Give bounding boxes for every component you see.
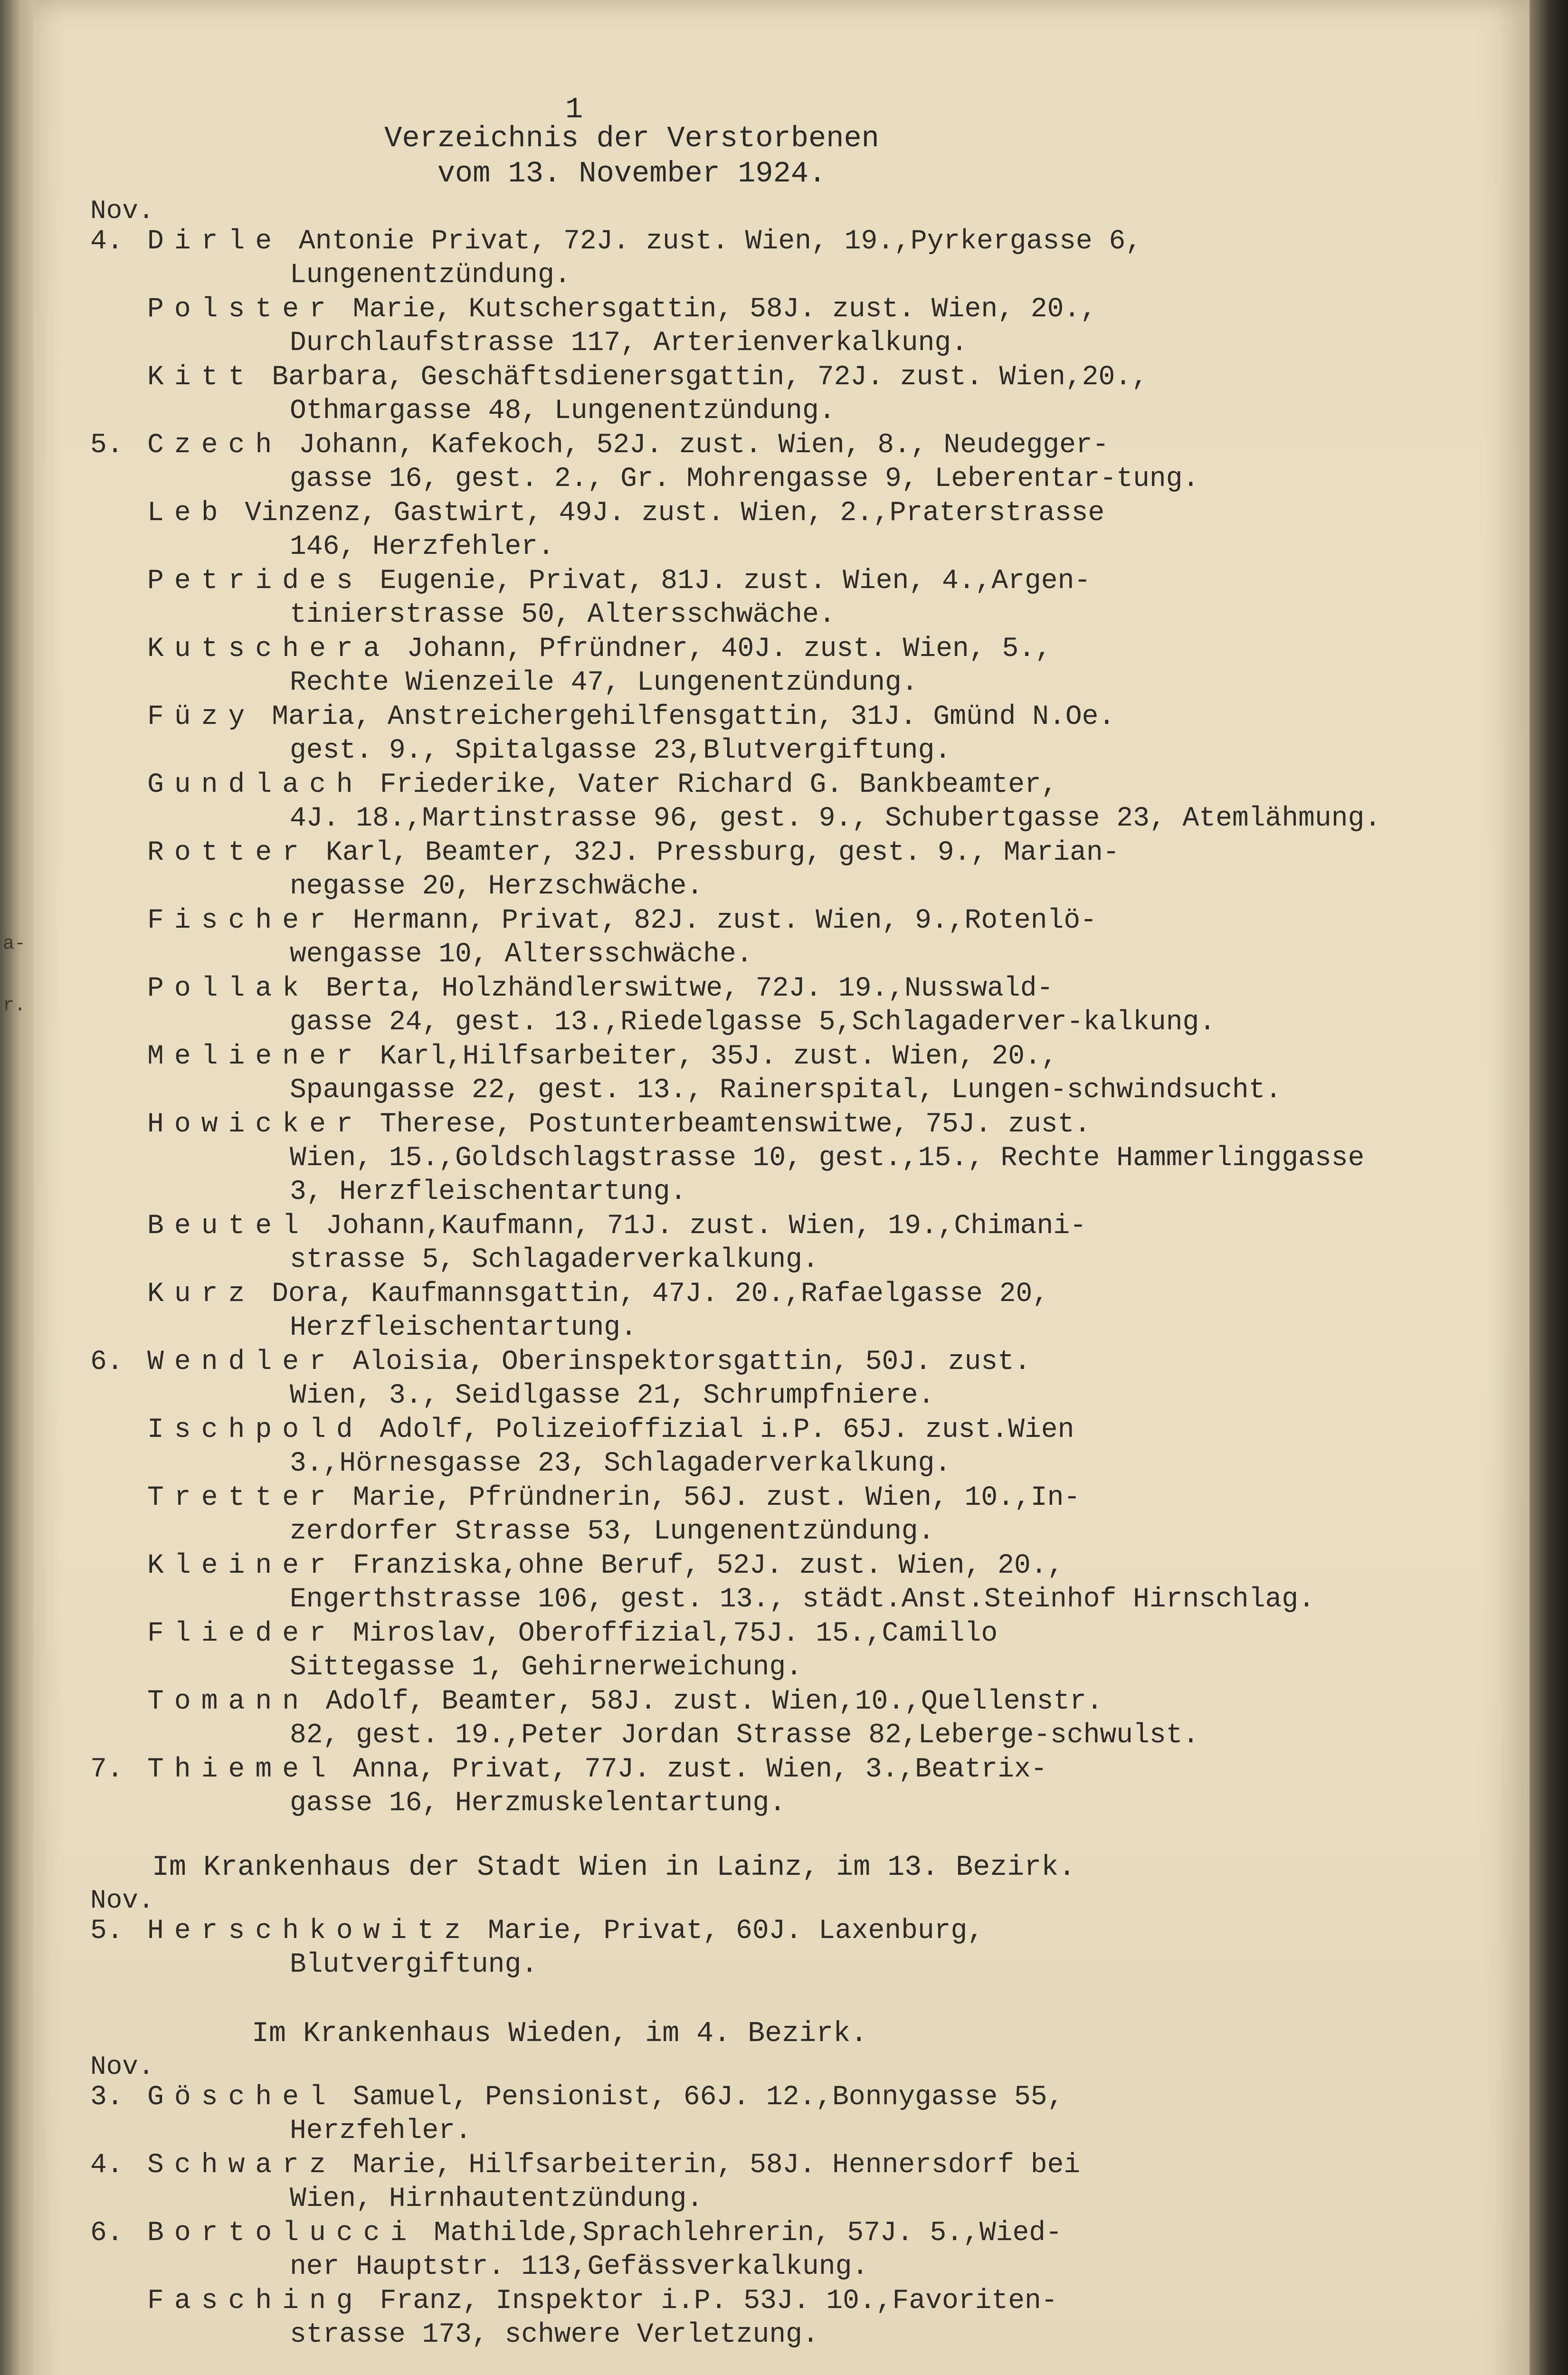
register-entry [90, 225, 1411, 292]
register-entry [90, 972, 1411, 1039]
entry-details: Marie, Hilfsarbeiterin, 58J. Hennersdorf bei [352, 2150, 1081, 2181]
entry-details-continued: Blutvergiftung. [290, 1949, 538, 1980]
register-entry [90, 632, 1411, 700]
entry-day: 5. [90, 430, 124, 461]
register-entry [90, 1345, 1411, 1413]
entry-details: Friederike, Vater Richard G. Bankbeamter, [380, 770, 1058, 800]
register-entry [90, 2080, 1411, 2148]
entry-surname: Gundlach [147, 770, 363, 800]
entry-details: Antonie Privat, 72J. zust. Wien, 19.,Pyrkergasse 6, [299, 226, 1142, 257]
entry-details: Dora, Kaufmannsgattin, 47J. 20.,Rafaelgasse 20, [272, 1279, 1049, 1310]
entry-details: Johann,Kaufmann, 71J. zust. Wien, 19.,Chimani- [325, 1211, 1086, 1242]
document-title [323, 121, 941, 191]
entry-surname: Kutschera [147, 634, 390, 665]
register-entry [90, 1914, 1411, 1982]
entry-details: Marie, Kutschersgattin, 58J. zust. Wien, 20., [352, 294, 1097, 325]
entry-details-continued: tinierstrasse 50, Altersschwäche. [290, 599, 836, 630]
entry-details-continued: 82, gest. 19.,Peter Jordan Strasse 82,Leberge-schwulst. [290, 1720, 1199, 1751]
entry-details-continued: gest. 9., Spitalgasse 23,Blutvergiftung. [290, 735, 951, 766]
register-entry [90, 768, 1411, 836]
register-entry [90, 2284, 1411, 2352]
month-label: Nov. [90, 1885, 154, 1916]
entry-day: 5. [90, 1916, 124, 1947]
register-entry [90, 1413, 1411, 1481]
entry-details-continued: Wien, Hirnhautentzündung. [290, 2184, 703, 2214]
register-entry [90, 1549, 1411, 1616]
register-entry [90, 1040, 1411, 1107]
entry-surname: Kleiner [147, 1550, 336, 1581]
entry-surname: Kurz [147, 1279, 256, 1310]
entry-surname: Schwarz [147, 2150, 336, 2181]
entry-day: 6. [90, 2218, 124, 2249]
entry-details: Berta, Holzhändlerswitwe, 72J. 19.,Nusswald- [325, 973, 1054, 1004]
previous-page-edge [0, 0, 33, 2375]
entry-details: Franz, Inspektor i.P. 53J. 10.,Favoriten- [380, 2286, 1058, 2317]
entry-surname: Ischpold [147, 1415, 363, 1445]
register-entry [90, 1753, 1411, 1820]
title-line-2: vom 13. November 1924. [437, 157, 827, 190]
entry-surname: Göschel [147, 2082, 336, 2113]
entry-details-continued: ner Hauptstr. 113,Gefässverkalkung. [290, 2252, 869, 2282]
entry-details: Johann, Kafekoch, 52J. zust. Wien, 8., Neudegger- [299, 430, 1109, 461]
entry-day: 6. [90, 1347, 124, 1378]
entry-details: Marie, Privat, 60J. Laxenburg, [487, 1916, 984, 1947]
entry-surname: Tretter [147, 1482, 336, 1513]
entry-surname: Meliener [147, 1041, 363, 1072]
entry-details-continued: Sittegasse 1, Gehirnerweichung. [290, 1652, 802, 1683]
entry-details: Karl, Beamter, 32J. Pressburg, gest. 9., Marian- [325, 837, 1120, 868]
entry-surname: Beutel [147, 1211, 310, 1242]
entry-surname: Leb [147, 498, 228, 529]
month-label: Nov. [90, 2052, 154, 2082]
entry-details: Adolf, Polizeioffizial i.P. 65J. zust.Wien [380, 1415, 1074, 1445]
entry-surname: Polster [147, 294, 336, 325]
register-entry [90, 700, 1411, 768]
entry-details-continued: Spaungasse 22, gest. 13., Rainerspital, Lungen-schwindsucht. [290, 1075, 1282, 1106]
entry-surname: Thiemel [147, 1754, 336, 1785]
entry-details: Eugenie, Privat, 81J. zust. Wien, 4.,Argen- [380, 566, 1091, 597]
entry-surname: Pollak [147, 973, 310, 1004]
entry-details: Karl,Hilfsarbeiter, 35J. zust. Wien, 20., [380, 1041, 1058, 1072]
section-heading: Im Krankenhaus Wieden, im 4. Bezirk. [252, 2018, 868, 2050]
register-entry [90, 293, 1411, 360]
register-entry [90, 1108, 1411, 1209]
register-entry [90, 496, 1411, 564]
entry-details-continued: Rechte Wienzeile 47, Lungenentzündung. [290, 667, 918, 698]
entry-details-continued: 3.,Hörnesgasse 23, Schlagaderverkalkung. [290, 1448, 951, 1479]
entry-surname: Kitt [147, 362, 256, 393]
entry-details: Miroslav, Oberoffizial,75J. 15.,Camillo [352, 1618, 998, 1649]
entry-details: Hermann, Privat, 82J. zust. Wien, 9.,Rotenlö- [352, 905, 1097, 936]
register-entry [90, 2148, 1411, 2216]
entry-details-continued: Herzfehler. [290, 2116, 472, 2147]
entry-details: Barbara, Geschäftsdienersgattin, 72J. zust. Wien,20., [272, 362, 1148, 393]
entry-details-continued: Engerthstrasse 106, gest. 13., städt.Anst.Steinhof Hirnschlag. [290, 1584, 1315, 1615]
entry-surname: Bortolucci [147, 2218, 418, 2249]
entry-day: 7. [90, 1754, 124, 1785]
entry-details-continued: wengasse 10, Altersschwäche. [290, 939, 753, 970]
register-entry [90, 1685, 1411, 1752]
entry-details: Marie, Pfründnerin, 56J. zust. Wien, 10.,In- [352, 1482, 1081, 1513]
entry-details-continued: 146, Herzfehler. [290, 532, 554, 562]
register-entry [90, 836, 1411, 903]
entry-details: Adolf, Beamter, 58J. zust. Wien,10.,Quellenstr. [325, 1686, 1103, 1717]
entry-details-continued: Lungenentzündung. [290, 260, 571, 291]
entry-day: 3. [90, 2082, 124, 2113]
entry-surname: Füzy [147, 702, 256, 732]
entry-surname: Fasching [147, 2286, 363, 2317]
register-entry [90, 1617, 1411, 1684]
entry-details-continued: strasse 173, schwere Verletzung. [290, 2319, 819, 2350]
entry-details: Anna, Privat, 77J. zust. Wien, 3.,Beatrix- [352, 1754, 1047, 1785]
entry-surname: Howicker [147, 1109, 363, 1140]
entry-surname: Herschkowitz [147, 1916, 472, 1947]
register-entry [90, 361, 1411, 428]
entry-details: Samuel, Pensionist, 66J. 12.,Bonnygasse 55, [352, 2082, 1064, 2113]
page-number: 1 [565, 93, 583, 126]
register-entry [90, 1481, 1411, 1548]
entry-details-continued: Othmargasse 48, Lungenentzündung. [290, 396, 836, 427]
entry-surname: Dirle [147, 226, 283, 257]
entry-details: Mathilde,Sprachlehrerin, 57J. 5.,Wied- [434, 2218, 1062, 2249]
entry-surname: Tomann [147, 1686, 310, 1717]
entry-details-continued: Herzfleischentartung. [290, 1312, 637, 1343]
entry-surname: Czech [147, 430, 283, 461]
entry-details: Therese, Postunterbeamtenswitwe, 75J. zust. [380, 1109, 1091, 1140]
entry-details: Franziska,ohne Beruf, 52J. zust. Wien, 20., [352, 1550, 1064, 1581]
register-entry [90, 428, 1411, 496]
entry-surname: Wendler [147, 1347, 336, 1378]
entry-details-continued: negasse 20, Herzschwäche. [290, 871, 703, 902]
entry-surname: Rotter [147, 837, 310, 868]
section-heading: Im Krankenhaus der Stadt Wien in Lainz, im 13. Bezirk. [152, 1852, 1076, 1884]
entry-details-continued: Durchlaufstrasse 117, Arterienverkalkung. [290, 328, 968, 359]
entry-surname: Petrides [147, 566, 363, 597]
entry-details: Johann, Pfründner, 40J. zust. Wien, 5., [407, 634, 1052, 665]
entry-details: Vinzenz, Gastwirt, 49J. zust. Wien, 2.,Praterstrasse [245, 498, 1105, 529]
register-entry [90, 904, 1411, 971]
edge-mark: r. [3, 995, 26, 1016]
entry-details-continued: gasse 16, gest. 2., Gr. Mohrengasse 9, Leberentar-tung. [290, 464, 1199, 494]
entry-details-continued: Wien, 15.,Goldschlagstrasse 10, gest.,15., Rechte Hammerlinggasse 3, Herzfleischentartung. [290, 1143, 1365, 1207]
entry-details-continued: gasse 24, gest. 13.,Riedelgasse 5,Schlagaderver-kalkung. [290, 1007, 1216, 1038]
entry-details-continued: zerdorfer Strasse 53, Lungenentzündung. [290, 1516, 935, 1547]
entry-details: Aloisia, Oberinspektorsgattin, 50J. zust. [352, 1347, 1031, 1378]
entry-details-continued: Wien, 3., Seidlgasse 21, Schrumpfniere. [290, 1380, 935, 1411]
month-label: Nov. [90, 196, 154, 226]
register-entry [90, 1209, 1411, 1277]
entry-details-continued: gasse 16, Herzmuskelentartung. [290, 1788, 786, 1819]
entry-surname: Fischer [147, 905, 336, 936]
entry-details-continued: 4J. 18.,Martinstrasse 96, gest. 9., Schubertgasse 23, Atemlähmung. [290, 803, 1381, 834]
entry-surname: Flieder [147, 1618, 336, 1649]
register-entry [90, 2216, 1411, 2284]
register-entry [90, 1277, 1411, 1345]
death-register-list [90, 197, 1411, 2352]
entry-details: Maria, Anstreichergehilfensgattin, 31J. Gmünd N.Oe. [272, 702, 1115, 732]
page-binding-edge [1530, 0, 1568, 2375]
register-entry [90, 564, 1411, 632]
entry-day: 4. [90, 2150, 124, 2181]
title-line-1: Verzeichnis der Verstorbenen [384, 122, 879, 155]
entry-day: 4. [90, 226, 124, 257]
entry-details-continued: strasse 5, Schlagaderverkalkung. [290, 1244, 819, 1275]
edge-mark: a- [3, 933, 26, 955]
